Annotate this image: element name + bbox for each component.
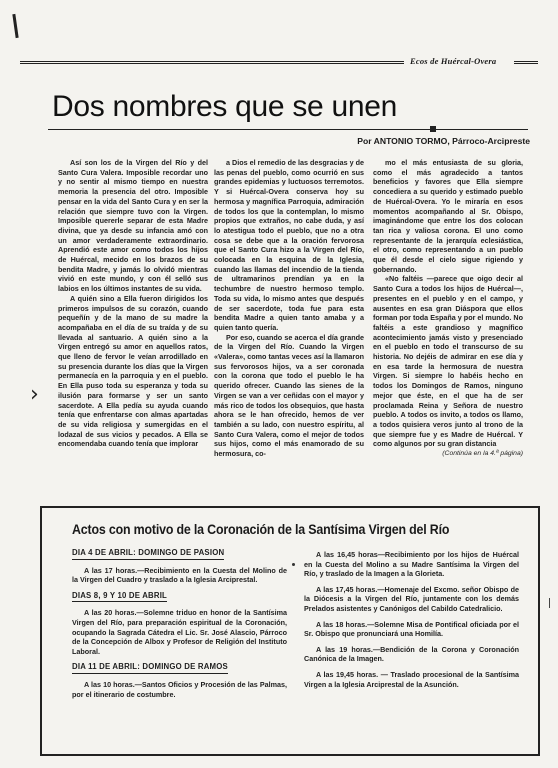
program-item: A las 17 horas.—Recibimiento en la Cuesta del Molino de la Virgen del Cuadro y traslado a la Iglesia Arciprestal. xyxy=(72,565,287,585)
program-column-right xyxy=(304,550,519,695)
day-heading: DIAS 8, 9 Y 10 DE ABRIL xyxy=(72,591,167,603)
paragraph: «No faltéis —parece que oigo decir al Santo Cura a todos los hijos de Huércal—, presentes en el pueblo y en el campo, y ausentes en esa gran Diáspora que ellos forman por toda España y por el mundo. No faltéis a este grandioso y magnífico acontecimiento jamás visto y presenciado en el pueblo en todo el transcurso de su historia. No dejéis de admirar en ese día y en esa tarde la hermosura de nuestra Virgen. Si siempre lo habéis hecho en todos los Domingos de Ramos, ninguno mejor que éste, en el que ha de ser proclamada Reina y Señora de nuestro pueblo. A todos os invito, a todos os llamo, a todos quisiera veros junto al trono de la que siempre fue y es Madre de Huércal. Y como algunos por su gran distancia xyxy=(373,274,523,449)
program-item: A las 10 horas.—Santos Oficios y Procesión de las Palmas, por el itinerario de costumbre. xyxy=(72,679,287,699)
program-column-left xyxy=(72,548,287,705)
day-heading: DIA 4 DE ABRIL: DOMINGO DE PASION xyxy=(72,548,224,560)
program-title: Actos con motivo de la Coronación de la Santísima Virgen del Río xyxy=(72,522,450,537)
title-rule-mark xyxy=(430,126,436,132)
print-dot xyxy=(292,563,295,566)
paragraph: Por eso, cuando se acerca el día grande de la Virgen del Río. Cuando la Virgen «Valera», como tantas veces así la llamaron sus fervorosos hijos, va a ser coronada con la corona que todo el pueblo le ha querido ofrecer. Cuando las sienes de la Virgen se van a ver ceñidas con el mayor y más rico de todos los obsequios, que hasta ahora se le han ofrecido, hemos de ver también a su lado, con nuestro espíritu, al Santo Cura Valera, como el mejor de todos sus hijos, como el más enamorado de su hermosura, co- xyxy=(214,332,364,459)
margin-tick xyxy=(549,598,550,608)
paragraph: A quién sino a Ella fueron dirigidos los primeros impulsos de su corazón, cuando pequeñín y de la mano de su madre la acompañaba en el día de su traída y de su llevada al santuario. A quién sino a la Virgen entregó su amor en aquellos ratos, que lleno de fervor le veían arrodillado en su presencia durante los días que la Virgen permanecía en la parroquia y en el pueblo. En Ella puso toda su esperanza y toda su ilusión para formarse y ser un santo sacerdote. A Ella pedía su ayuda cuando tenía que enfrentarse con almas apartadas de su vida religiosa y sumergidas en el lodazal de sus vicios y pecados. A Ella se encomendaba cuando tenía que implorar xyxy=(58,293,208,449)
margin-arrow-icon: › xyxy=(30,382,39,407)
margin-mark xyxy=(12,14,18,38)
continued-note: (Continúa en la 4.ª página) xyxy=(442,450,523,458)
program-item: A las 20 horas.—Solemne triduo en honor de la Santísima Virgen del Río, para preparación espiritual de la Coronación, ocupando la Sagrada Cátedra el Lic. Sr. José Alascio, Párroco de la Concepción de Albox y Profesor de Religión del Instituto Laboral. xyxy=(72,608,287,656)
running-head-text: Ecos de Huércal-Overa xyxy=(410,56,497,66)
paragraph: a Dios el remedio de las desgracias y de las penas del pueblo, como ocurrió en sus grandes epidemias y luctuosos terremotos. Y si Huércal-Overa conserva hoy su hermosa y magnífica Parroquia, admiración de todos los que la contemplan, lo mismo propios que extraños, no cabe duda, y así lo atestigua todo el pueblo, que no a otra cosa se debe que a la oración fervorosa que el Santo Cura hizo a la Virgen del Río, colocada en la esquina de la Iglesia, cuando las llamas del incendio de la tienda de ultramarinos prendían ya en la techumbre de nuestro hermoso templo. Toda su vida, lo mismo antes que después de ser sacerdote, toda fue para esta bendita Madre a quien tanto amaba y a quien tanto quería. xyxy=(214,158,364,332)
program-item: A las 17,45 horas.—Homenaje del Excmo. señor Obispo de la Diócesis a la Virgen del Río, juntamente con los demás Prelados asistentes y Canónigos del Cabildo Catedralicio. xyxy=(304,584,519,613)
paragraph: Así son los de la Virgen del Río y del Santo Cura Valera. Imposible recordar uno y no sentir al mismo tiempo en nuestra memoria la presencia del otro. Imposible pensar en la vida del Santo Cura y en ser la relación que siempre tuvo con la Virgen. Imposible quererle separar de esta Madre divina, que ya desde su infancia amó con un amor verdaderamente extraordinario. Aprendió este amor como todos los hijos de Huércal, mecido en los brazos de su bendita Madre, y jamás lo olvidó mientras vivió en este mundo, y con él selló sus labios en los últimos instantes de su vida. xyxy=(58,158,208,294)
article-byline: Por ANTONIO TORMO, Párroco-Arcipreste xyxy=(357,136,530,146)
running-head-rule-left xyxy=(20,61,404,64)
article-column-2 xyxy=(214,158,364,459)
article-column-3 xyxy=(373,158,523,459)
article-column-1 xyxy=(58,158,208,449)
program-item: A las 16,45 horas—Recibimiento por los hijos de Huércal en la Cuesta del Molino a su Madre Santísima la Virgen del Río, y traslado de la Imagen a la Glorieta. xyxy=(304,550,519,579)
program-item: A las 19 horas.—Bendición de la Corona y Coronación Canónica de la Imagen. xyxy=(304,644,519,664)
running-head xyxy=(20,56,538,68)
program-box xyxy=(40,506,540,756)
article-title: Dos nombres que se unen xyxy=(52,90,397,123)
title-rule xyxy=(48,129,528,130)
program-item: A las 19,45 horas. — Traslado procesional de la Santísima Virgen a la Iglesia Arciprestal de la Asunción. xyxy=(304,669,519,689)
day-heading: DIA 11 DE ABRIL: DOMINGO DE RAMOS xyxy=(72,662,228,674)
paragraph: mo el más entusiasta de su gloria, como el más agradecido a tantos beneficios y favores que Ella siempre concediera a su querido y estimado pueblo de Huércal-Overa. Yo le miraría en esos momentos acompañando al Sr. Obispo, imaginándome que entre los dos colocan tan rica y valiosa corona. El uno como representante de la jerarquía eclesiástica, el otro, como representando a un pueblo que él desde el cielo sigue rigiendo y gobernando. xyxy=(373,158,523,274)
running-head-rule-right xyxy=(514,61,538,64)
program-item: A las 18 horas.—Solemne Misa de Pontifical oficiada por el Sr. Obispo que pronunciará una Homilía. xyxy=(304,619,519,639)
